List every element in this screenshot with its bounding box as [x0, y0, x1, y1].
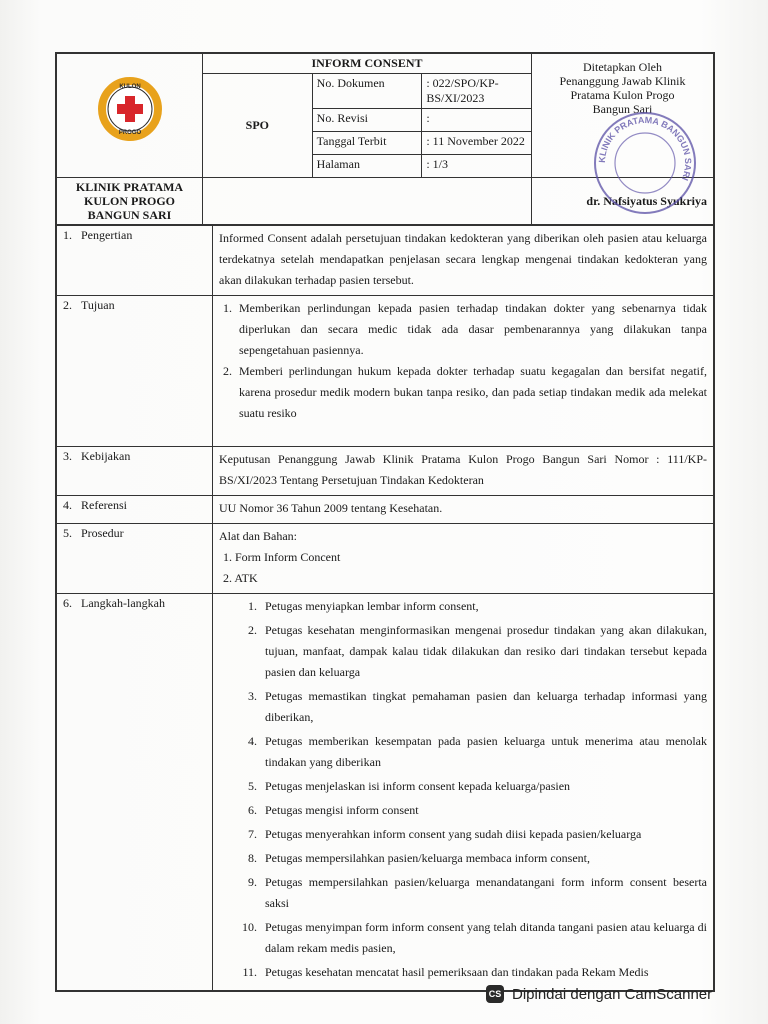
approval-line-2: Penanggung Jawab Klinik: [559, 74, 686, 88]
meta-label-no-revisi: No. Revisi: [312, 109, 422, 132]
step-item: [219, 596, 707, 617]
step-text: Petugas mempersilahkan pasien/keluarga membaca inform consent,: [265, 851, 591, 865]
section-body-tujuan: [213, 296, 714, 447]
step-number: 6.: [248, 803, 257, 817]
step-item: [219, 731, 707, 773]
camscanner-icon: CS: [486, 985, 504, 1003]
meta-value-no-dokumen: : 022/SPO/KP-BS/XI/2023: [422, 74, 532, 109]
section-body-prosedur: [213, 524, 714, 594]
section-number: 3.: [63, 449, 72, 463]
step-text: Petugas menyimpan form inform consent yang telah ditanda tangani pasien atau keluarga di dalam rekam medis pasien,: [265, 920, 707, 955]
step-text: Petugas memberikan kesempatan pada pasien keluarga untuk menerima atau menolak tindakan yang diberikan: [265, 734, 707, 769]
step-text: Petugas mengisi inform consent: [265, 803, 419, 817]
clinic-logo-cell: [57, 54, 203, 178]
meta-value-halaman: : 1/3: [422, 155, 532, 178]
step-item: [219, 917, 707, 959]
prosedur-list: [219, 547, 707, 589]
step-text: Petugas memastikan tingkat pemahaman pasien dan keluarga terhadap informasi yang diberikan,: [265, 689, 707, 724]
step-item: [219, 620, 707, 683]
step-number: 4.: [248, 734, 257, 748]
clinic-logo: [57, 54, 202, 164]
section-body-referensi: UU Nomor 36 Tahun 2009 tentang Kesehatan.: [213, 496, 714, 524]
logo-text-bottom: PROGO: [118, 130, 142, 136]
section-label-pengertian: [57, 226, 213, 296]
stamp-text: KLINIK PRATAMA BANGUN SARI: [596, 114, 694, 183]
steps-list: [219, 596, 707, 983]
section-number: 1.: [63, 228, 72, 242]
approval-line-1: Ditetapkan Oleh: [583, 60, 662, 74]
blank-header-cell: [203, 178, 532, 225]
approval-block: [532, 54, 714, 178]
step-number: 2.: [248, 623, 257, 637]
camscanner-watermark: [486, 985, 712, 1003]
section-title: Kebijakan: [81, 449, 131, 463]
section-title: Prosedur: [81, 526, 124, 540]
step-item: [219, 962, 707, 983]
section-number: 2.: [63, 298, 72, 312]
tujuan-list: [219, 298, 707, 424]
approval-line-3: Pratama Kulon Progo: [570, 88, 675, 102]
section-body-kebijakan: Keputusan Penanggung Jawab Klinik Pratama Kulon Progo Bangun Sari Nomor : 111/KP-BS/XI/2023 Tentang Persetujuan Tindakan Kedokteran: [213, 447, 714, 496]
step-text: Petugas menyerahkan inform consent yang sudah diisi kepada pasien/keluarga: [265, 827, 642, 841]
step-number: 8.: [248, 851, 257, 865]
step-item: [219, 824, 707, 845]
section-label-referensi: [57, 496, 213, 524]
step-number: 5.: [248, 779, 257, 793]
header-table: [56, 53, 714, 225]
doctor-name: dr. Nafsiyatus Syukriya: [532, 178, 714, 225]
section-body-langkah: [213, 594, 714, 991]
list-item: 2. Memberi perlindungan hukum kepada dokter terhadap suatu kegagalan dan bersifat negatif, karena prosedur medik modern bukan tanpa resiko, dan pada setiap tindakan medik ada melekat suatu resiko: [235, 361, 707, 424]
meta-label-halaman: Halaman: [312, 155, 422, 178]
meta-value-no-revisi: :: [422, 109, 532, 132]
step-number: 10.: [242, 920, 257, 934]
meta-label-no-dokumen: No. Dokumen: [312, 74, 422, 109]
camscanner-text: Dipindai dengan CamScanner: [512, 985, 713, 1003]
step-text: Petugas kesehatan menginformasikan mengenai prosedur tindakan yang akan dilakukan, tujuan, manfaat, dampak kalau tidak dilakukan dan resiko dari tindakan tersebut kepada pasien dan keluarga: [265, 623, 707, 679]
step-text: Petugas kesehatan mencatat hasil pemeriksaan dan tindakan pada Rekam Medis: [265, 965, 649, 979]
prosedur-heading: Alat dan Bahan:: [219, 529, 297, 543]
clinic-name: KLINIK PRATAMA KULON PROGO BANGUN SARI: [57, 178, 203, 225]
section-number: 6.: [63, 596, 72, 610]
step-item: [219, 800, 707, 821]
logo-text-top: KULON: [119, 84, 141, 90]
step-number: 1.: [248, 599, 257, 613]
section-title: Tujuan: [81, 298, 115, 312]
spo-label: SPO: [203, 74, 313, 178]
document-title: INFORM CONSENT: [203, 54, 532, 74]
step-item: [219, 776, 707, 797]
step-number: 9.: [248, 875, 257, 889]
step-number: 3.: [248, 689, 257, 703]
list-item: 1. Memberikan perlindungan kepada pasien terhadap tindakan dokter yang sebenarnya tidak diperlukan dan secara medic tidak ada dasar pembenarannya yang dilakukan tanpa sepengetahuan pasiennya.: [235, 298, 707, 361]
section-label-prosedur: [57, 524, 213, 594]
step-item: [219, 686, 707, 728]
step-number: 11.: [242, 965, 257, 979]
spo-document: [55, 52, 715, 992]
step-text: Petugas menyiapkan lembar inform consent,: [265, 599, 479, 613]
section-number: 5.: [63, 526, 72, 540]
section-label-kebijakan: [57, 447, 213, 496]
section-number: 4.: [63, 498, 72, 512]
step-item: [219, 872, 707, 914]
step-text: Petugas mempersilahkan pasien/keluarga menandatangani form inform consent beserta saksi: [265, 875, 707, 910]
section-label-tujuan: [57, 296, 213, 447]
section-body-pengertian: Informed Consent adalah persetujuan tindakan kedokteran yang diberikan oleh pasien atau keluarga terdekatnya setelah mendapatkan penjelasan secara lengkap mengenai tindakan kedokteran yang akan dilakukan terhadap pasien tersebut.: [213, 226, 714, 296]
step-text: Petugas menjelaskan isi inform consent kepada keluarga/pasien: [265, 779, 571, 793]
meta-value-tanggal-terbit: : 11 November 2022: [422, 132, 532, 155]
section-title: Pengertian: [81, 228, 133, 242]
list-item: 2. ATK: [223, 571, 258, 585]
content-table: [56, 225, 714, 991]
section-title: Langkah-langkah: [81, 596, 165, 610]
section-label-langkah: [57, 594, 213, 991]
section-title: Referensi: [81, 498, 127, 512]
approval-line-4: Bangun Sari: [592, 102, 653, 116]
step-number: 7.: [248, 827, 257, 841]
list-item: 1. Form Inform Concent: [223, 550, 341, 564]
step-item: [219, 848, 707, 869]
meta-label-tanggal-terbit: Tanggal Terbit: [312, 132, 422, 155]
